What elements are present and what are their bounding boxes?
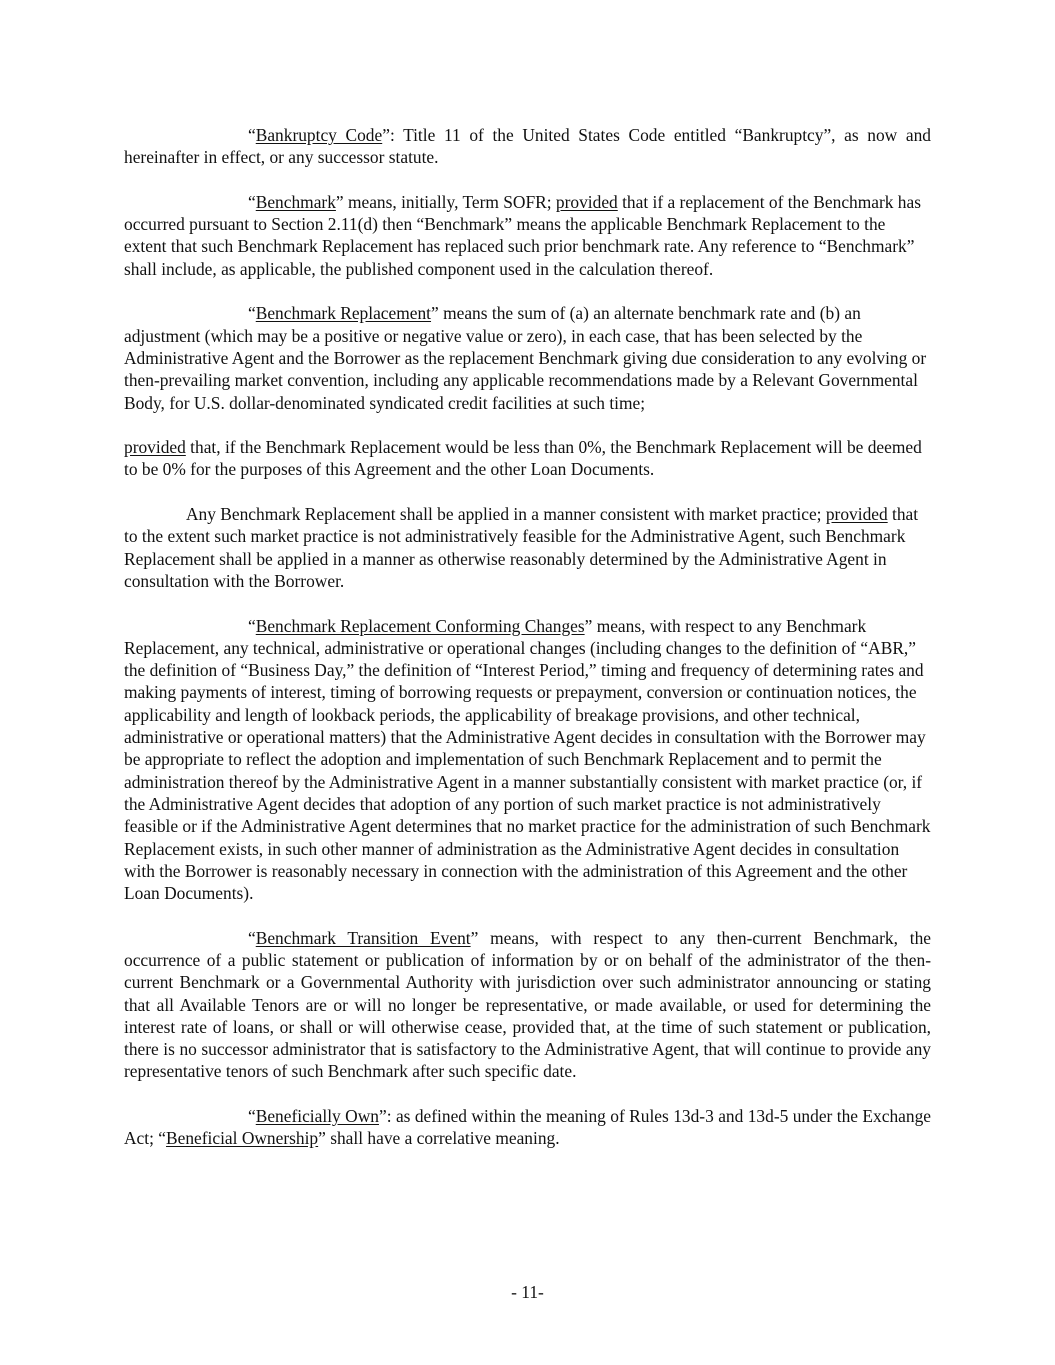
definition-benchmark-transition-event: “Benchmark Transition Event” means, with respect to any then-current Benchmark, the occurrence of a public statement or publication of information by or on behalf of the administrator of the then-current Benchmark or a Governmental Authority with jurisdiction over such administrator announcing or stating that all Available Tenors are or will no longer be representative, or made available, or used for determining the interest rate of loans, or shall or will otherwise cease, provided that, at the time of such statement or publication, there is no successor administrator that is satisfactory to the Administrative Agent, that will continue to provide any representative tenors of such Benchmark after such specific date. — [124, 927, 931, 1082]
document-page — [124, 124, 931, 1172]
definition-conforming-changes: “Benchmark Replacement Conforming Changes” means, with respect to any Benchmark Replacement, any technical, administrative or operational changes (including changes to the definition of “ABR,” the definition of “Business Day,” the definition of “Interest Period,” timing and frequency of determining rates and making payments of interest, timing of borrowing requests or prepayment, conversion or continuation notices, the applicability and length of lookback periods, the applicability of breakage provisions, and other technical, administrative or operational matters) that the Administrative Agent decides in consultation with the Borrower may be appropriate to reflect the adoption and implementation of such Benchmark Replacement and to permit the administration thereof by the Administrative Agent in a manner substantially consistent with market practice (or, if the Administrative Agent decides that adoption of any portion of such market practice is not administratively feasible or if the Administrative Agent determines that no market practice for the administration of such Benchmark Replacement exists, in such other manner of administration as the Administrative Agent decides in consultation with the Borrower is reasonably necessary in connection with the administration of this Agreement and the other Loan Documents). — [124, 615, 931, 904]
defined-term: Benchmark Replacement — [255, 303, 432, 324]
defined-term: Benchmark Transition Event — [255, 927, 471, 948]
definition-bankruptcy-code: “Bankruptcy Code”: Title 11 of the United States Code entitled “Bankruptcy”, as now and hereinafter in effect, or any successor statute. — [124, 125, 931, 168]
defined-term: Bankruptcy Code — [255, 125, 383, 145]
defined-term: Benchmark — [255, 191, 336, 212]
defined-term: Beneficially Own — [255, 1106, 379, 1127]
proviso-term: provided — [124, 437, 186, 458]
definition-benchmark: “Benchmark” means, initially, Term SOFR; provided that if a replacement of the Benchmark has occurred pursuant to Section 2.11(d) then “Benchmark” means the applicable Benchmark Replacement to the extent that such Benchmark Replacement has replaced such prior benchmark rate. Any reference to “Benchmark” shall include, as applicable, the published component used in the calculation thereof. — [124, 191, 921, 279]
proviso-term: provided — [555, 191, 618, 212]
proviso-paragraph: provided that, if the Benchmark Replacement would be less than 0%, the Benchmark Replacement will be deemed to be 0% for the purposes of this Agreement and the other Loan Documents. — [124, 437, 922, 480]
defined-term: Beneficial Ownership — [166, 1128, 319, 1149]
definition-benchmark-replacement: “Benchmark Replacement” means the sum of (a) an alternate benchmark rate and (b) an adjustment (which may be a positive or negative value or zero), in each case, that has been selected by the Administrative Agent and the Borrower as the replacement Benchmark giving due consideration to any evolving or then-prevailing market convention, including any applicable recommendations made by a Relevant Governmental Body, for U.S. dollar-denominated syndicated credit facilities at such time; — [124, 303, 927, 413]
page-number: - 11- — [511, 1282, 544, 1302]
definition-beneficially-own: “Beneficially Own”: as defined within the meaning of Rules 13d-3 and 13d-5 under the Exchange Act; “Beneficial Ownership” shall have a correlative meaning. — [124, 1106, 931, 1149]
defined-term: Benchmark Replacement Conforming Changes — [255, 615, 585, 636]
application-paragraph: Any Benchmark Replacement shall be applied in a manner consistent with market practice; provided that to the extent such market practice is not administratively feasible for the Administrative Agent, such Benchmark Replacement shall be applied in a manner as otherwise reasonably determined by the Administrative Agent in consultation with the Borrower. — [124, 504, 919, 591]
proviso-term: provided — [825, 504, 888, 525]
